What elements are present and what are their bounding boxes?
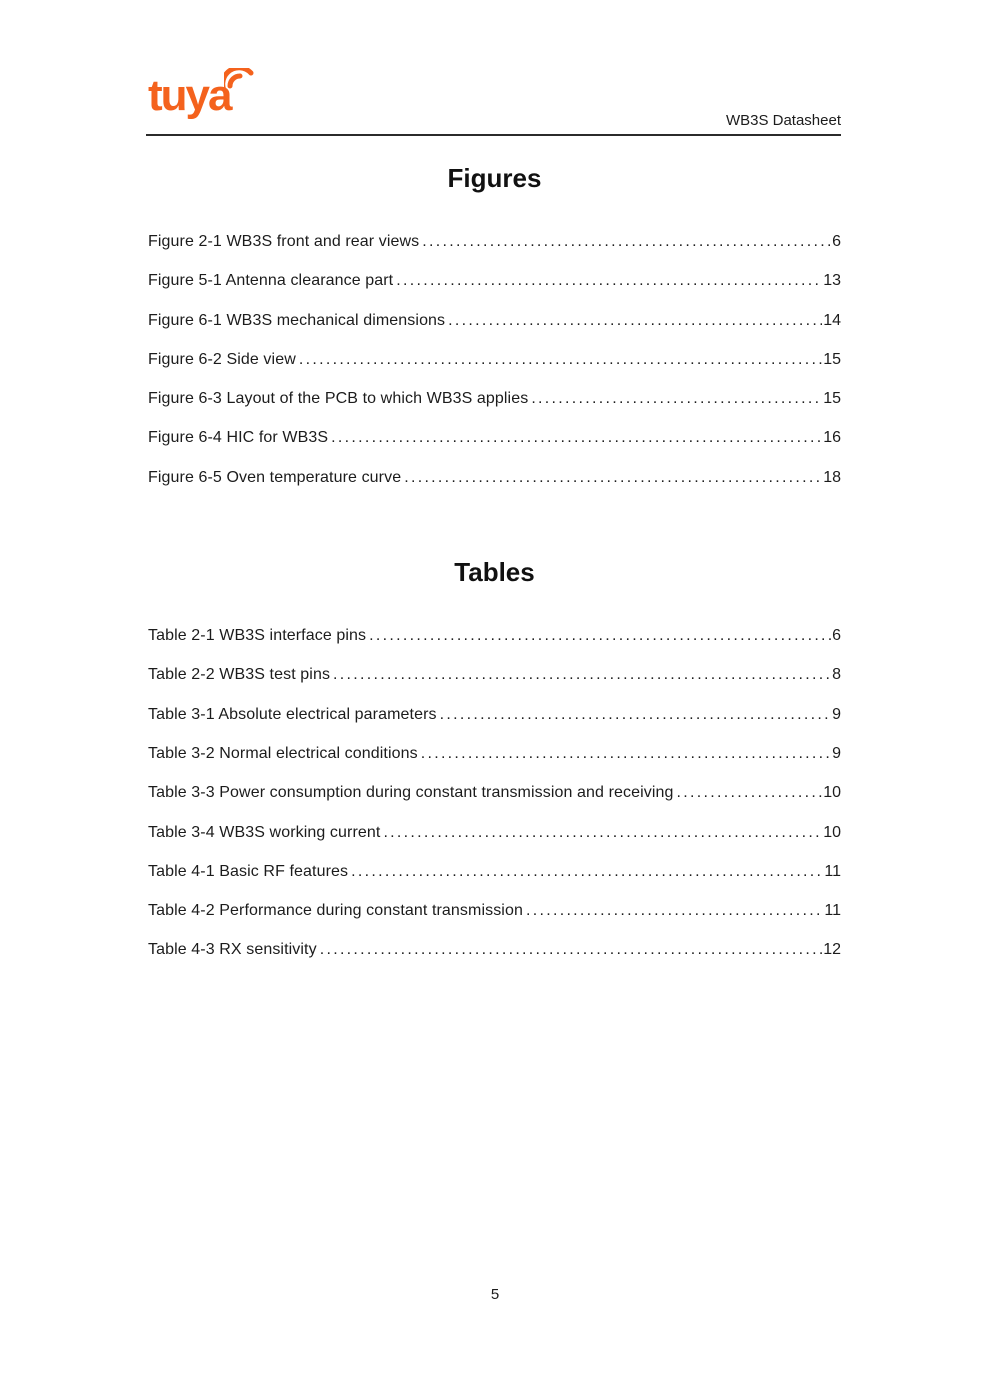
- toc-entry-table-2-1[interactable]: [148, 616, 841, 655]
- toc-leader-dots: [404, 458, 822, 497]
- toc-leader-dots: [299, 340, 822, 379]
- toc-leader-dots: [331, 418, 822, 457]
- toc-entry-table-4-1[interactable]: [148, 852, 841, 891]
- tuya-logo: [148, 70, 256, 122]
- signal-arcs-icon: [224, 68, 256, 98]
- toc-entry-table-4-3[interactable]: [148, 930, 841, 969]
- tables-section-title: Tables: [454, 557, 535, 588]
- toc-entry-page: 15: [823, 350, 841, 368]
- toc-entry-page: 15: [823, 390, 841, 408]
- toc-entry-figure-6-3[interactable]: [148, 379, 841, 418]
- toc-leader-dots: [440, 695, 832, 734]
- toc-entry-page: 6: [832, 627, 841, 645]
- page-number: 5: [490, 1286, 500, 1303]
- toc-entry-page: 12: [823, 941, 841, 959]
- toc-entry-label: Figure 6-3 Layout of the PCB to which WB3S applies: [148, 390, 529, 408]
- page-header: [146, 71, 841, 136]
- toc-entry-page: 11: [824, 862, 841, 880]
- toc-entry-table-2-2[interactable]: [148, 655, 841, 694]
- toc-leader-dots: [531, 379, 822, 418]
- toc-entry-label: Table 2-2 WB3S test pins: [148, 666, 331, 684]
- toc-entry-page: 8: [832, 666, 841, 684]
- toc-entry-label: Figure 6-1 WB3S mechanical dimensions: [148, 311, 446, 329]
- toc-entry-table-3-1[interactable]: [148, 695, 841, 734]
- figures-toc-list: [148, 222, 841, 497]
- tables-toc-list: [148, 616, 841, 970]
- toc-entry-label: Table 4-3 RX sensitivity: [148, 941, 317, 959]
- toc-entry-label: Figure 2-1 WB3S front and rear views: [148, 233, 420, 250]
- toc-entry-table-4-2[interactable]: [148, 891, 841, 930]
- toc-entry-page: 10: [823, 784, 841, 802]
- toc-entry-figure-6-2[interactable]: [148, 340, 841, 379]
- toc-leader-dots: [369, 616, 831, 655]
- toc-leader-dots: [351, 852, 823, 891]
- toc-entry-page: 14: [823, 311, 841, 329]
- toc-entry-page: 9: [832, 705, 841, 723]
- toc-entry-label: Figure 6-2 Side view: [148, 350, 296, 368]
- toc-entry-table-3-3[interactable]: [148, 773, 841, 812]
- toc-entry-page: 6: [832, 233, 841, 250]
- toc-entry-label: Table 3-1 Absolute electrical parameters: [148, 705, 437, 723]
- toc-leader-dots: [448, 301, 822, 340]
- toc-leader-dots: [333, 655, 831, 694]
- table-of-contents: [148, 164, 841, 970]
- toc-leader-dots: [526, 891, 823, 930]
- toc-entry-figure-6-1[interactable]: [148, 301, 841, 340]
- toc-entry-figure-2-1[interactable]: [148, 222, 841, 261]
- toc-entry-label: Table 4-1 Basic RF features: [148, 862, 349, 880]
- tuya-logo-text: tuya: [148, 71, 231, 120]
- toc-leader-dots: [677, 773, 823, 812]
- toc-entry-figure-6-5[interactable]: [148, 458, 841, 497]
- toc-entry-figure-6-4[interactable]: [148, 418, 841, 457]
- toc-entry-label: Figure 6-4 HIC for WB3S: [148, 429, 329, 447]
- figures-section-title: Figures: [447, 163, 542, 193]
- toc-entry-page: 13: [823, 272, 841, 290]
- toc-entry-page: 11: [824, 902, 841, 920]
- toc-leader-dots: [396, 261, 822, 300]
- document-title: WB3S Datasheet: [725, 112, 841, 129]
- toc-entry-page: 18: [823, 468, 841, 486]
- toc-entry-label: Figure 6-5 Oven temperature curve: [148, 468, 402, 486]
- toc-entry-table-3-2[interactable]: [148, 734, 841, 773]
- toc-entry-label: Table 3-3 Power consumption during constant transmission and receiving: [148, 784, 674, 802]
- toc-leader-dots: [320, 930, 823, 969]
- toc-leader-dots: [422, 222, 831, 261]
- toc-entry-label: Table 3-4 WB3S working current: [148, 823, 381, 841]
- toc-entry-label: Table 4-2 Performance during constant transmission: [148, 902, 523, 920]
- toc-entry-page: 10: [823, 823, 841, 841]
- toc-leader-dots: [383, 813, 822, 852]
- page-footer: [0, 1286, 990, 1303]
- toc-entry-page: 9: [832, 744, 841, 762]
- toc-entry-page: 16: [823, 429, 841, 447]
- toc-leader-dots: [421, 734, 831, 773]
- toc-entry-label: Figure 5-1 Antenna clearance part: [148, 272, 394, 290]
- toc-entry-label: Table 3-2 Normal electrical conditions: [148, 744, 418, 762]
- toc-entry-label: Table 2-1 WB3S interface pins: [148, 627, 367, 645]
- toc-entry-table-3-4[interactable]: [148, 813, 841, 852]
- toc-entry-figure-5-1[interactable]: [148, 261, 841, 300]
